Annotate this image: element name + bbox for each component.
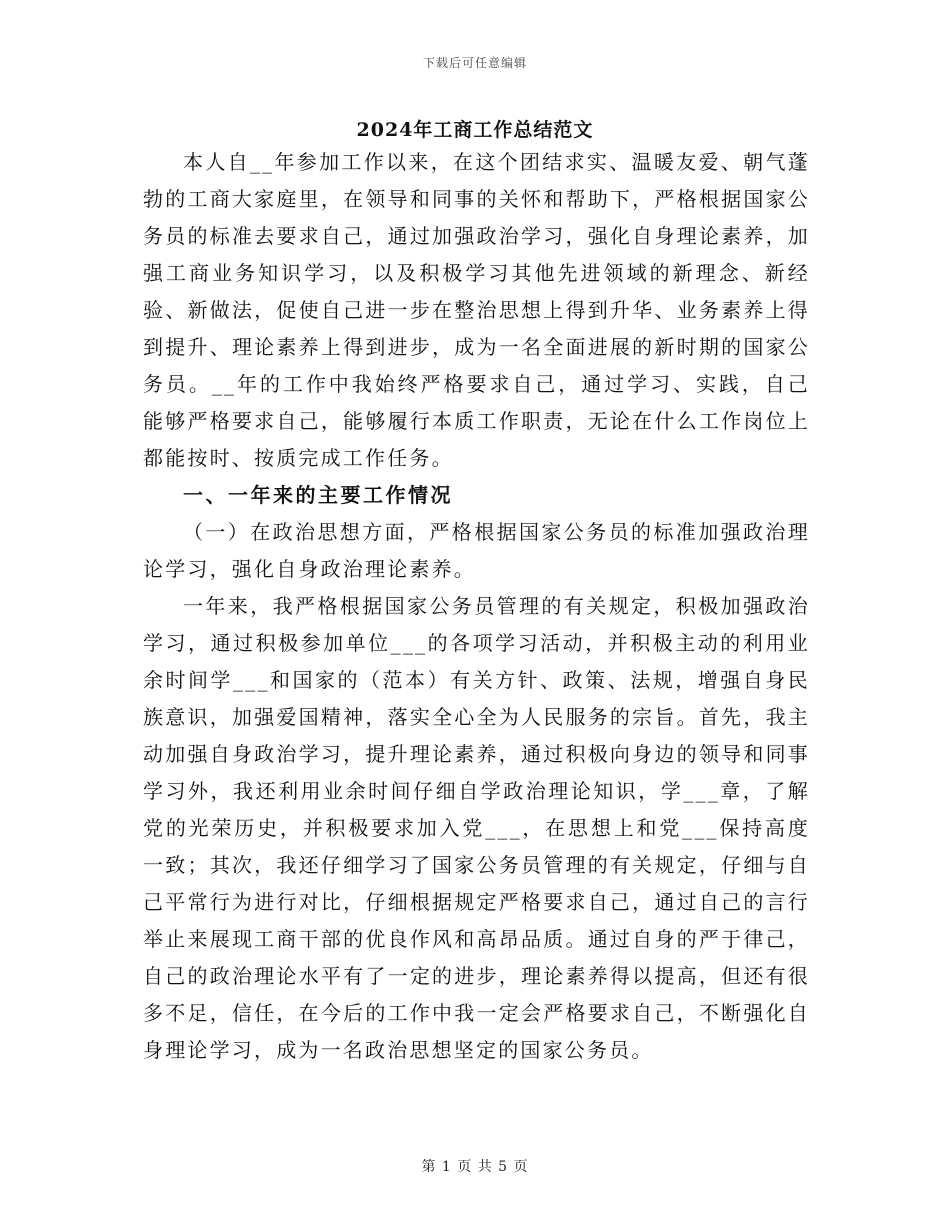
header-note: 下载后可任意编辑 — [422, 56, 527, 70]
subsection-heading: （一）在政治思想方面，严格根据国家公务员的标准加强政治理论学习，强化自身政治理论素养。 — [143, 520, 810, 581]
intro-paragraph: 本人自__年参加工作以来，在这个团结求实、温暖友爱、朝气蓬勃的工商大家庭里，在领导和同事的关怀和帮助下，严格根据国家公务员的标准去要求自己，通过加强政治学习，强化自身理论素养，加强工商业务知识学习，以及积极学习其他先进领域的新理念、新经验、新做法，促使自己进一步在整治思想上得到升华、业务素养上得到提升、理论素养上得到进步，成为一名全面进展的新时期的国家公务员。__年的工作中我始终严格要求自己，通过学习、实践，自己能够严格要求自己，能够履行本质工作职责，无论在什么工作岗位上都能按时、按质完成工作任务。 — [143, 150, 810, 470]
document-title: 2024年工商工作总结范文 — [356, 119, 594, 141]
document-body — [143, 144, 810, 1069]
page-number: 第 1 页 共 5 页 — [421, 1159, 529, 1175]
section-heading: 一、一年来的主要工作情况 — [183, 483, 453, 507]
body-paragraph: 一年来，我严格根据国家公务员管理的有关规定，积极加强政治学习，通过积极参加单位___的各项学习活动，并积极主动的利用业余时间学___和国家的（范本）有关方针、政策、法规，增强自身民族意识，加强爱国精神，落实全心全为人民服务的宗旨。首先，我主动加强自身政治学习，提升理论素养，通过积极向身边的领导和同事学习外，我还利用业余时间仔细自学政治理论知识，学___章，了解党的光荣历史，并积极要求加入党___，在思想上和党___保持高度一致；其次，我还仔细学习了国家公务员管理的有关规定，仔细与自己平常行为进行对比，仔细根据规定严格要求自己，通过自己的言行举止来展现工商干部的优良作风和高昂品质。通过自身的严于律己，自己的政治理论水平有了一定的进步，理论素养得以提高，但还有很多不足，信任，在今后的工作中我一定会严格要求自己，不断强化自身理论学习，成为一名政治思想坚定的国家公务员。 — [143, 594, 810, 1062]
